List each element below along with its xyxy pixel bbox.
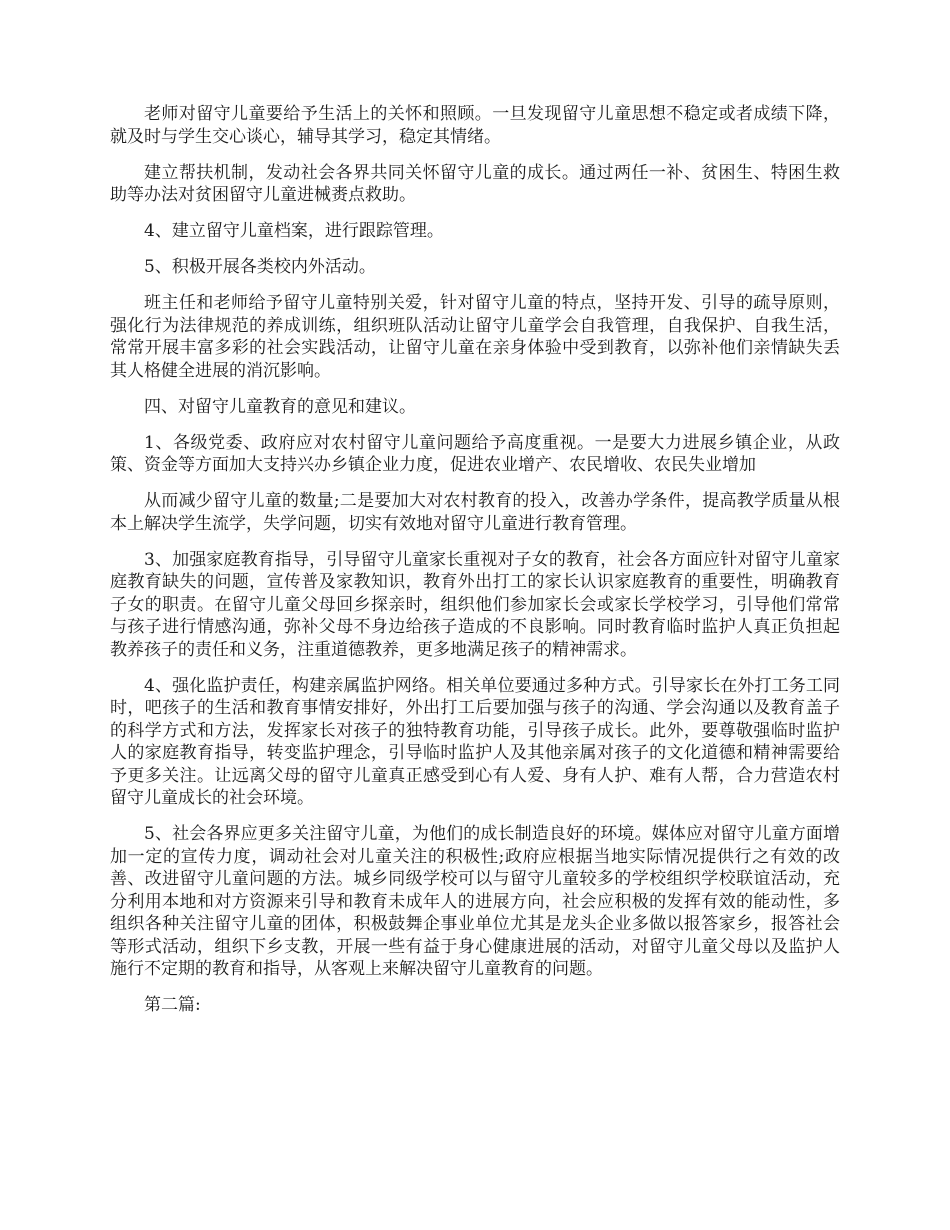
document-body [110,103,840,1030]
paragraph: 5、社会各界应更多关注留守儿童，为他们的成长制造良好的环境。媒体应对留守儿童方面增加一定的宣传力度，调动社会对儿童关注的积极性;政府应根据当地实际情况提供行之有效的改善、改进留守儿童问题的方法。城乡同级学校可以与留守儿童较多的学校组织学校联谊活动，充分利用本地和对方资源来引导和教育未成年人的进展方向，社会应积极的发挥有效的能动性，多组织各种关注留守儿童的团体，积极鼓舞企事业单位尤其是龙头企业多做以报答家乡，报答社会等形式活动，组织下乡支教，开展一些有益于身心健康进展的活动，对留守儿童父母以及监护人施行不定期的教育和指导，从客观上来解决留守儿童教育的问题。 [110,824,840,979]
section-heading: 第二篇: [144,995,201,1015]
section-heading: 四、对留守儿童教育的意见和建议。 [144,396,416,417]
paragraph: 3、加强家庭教育指导，引导留守儿童家长重视对子女的教育，社会各方面应针对留守儿童家庭教育缺失的问题，宣传普及家教知识，教育外出打工的家长认识家庭教育的重要性，明确教育子女的职责。在留守儿童父母回乡探亲时，组织他们参加家长会或家长学校学习，引导他们常常与孩子进行情感沟通，弥补父母不身边给孩子造成的不良影响。同时教育临时监护人真正负担起教养孩子的责任和义务，注重道德教养，更多地满足孩子的精神需求。 [110,549,840,660]
paragraph: 班主任和老师给予留守儿童特别关爱，针对留守儿童的特点，坚持开发、引导的疏导原则，强化行为法律规范的养成训练，组织班队活动让留守儿童学会自我管理，自我保护、自我生活，常常开展丰富多彩的社会实践活动，让留守儿童在亲身体验中受到教育，以弥补他们亲情缺失丢其人格健全进展的消沉影响。 [110,293,840,381]
paragraph: 老师对留守儿童要给予生活上的关怀和照顾。一旦发现留守儿童思想不稳定或者成绩下降，就及时与学生交心谈心，辅导其学习，稳定其情绪。 [110,104,840,147]
paragraph: 1、各级党委、政府应对农村留守儿童问题给予高度重视。一是要大力进展乡镇企业，从政策、资金等方面加大支持兴办乡镇企业力度，促进农业增产、农民增收、农民失业增加 [110,432,840,475]
paragraph: 5、积极开展各类校内外活动。 [144,257,376,277]
paragraph: 建立帮扶机制，发动社会各界共同关怀留守儿童的成长。通过两任一补、贫困生、特困生救助等办法对贫困留守儿童进械赉点救助。 [110,162,840,205]
paragraph: 4、建立留守儿童档案，进行跟踪管理。 [144,221,444,241]
paragraph: 从而减少留守儿童的数量;二是要加大对农村教育的投入，改善办学条件，提高教学质量从根本上解决学生流学，失学问题，切实有效地对留守儿童进行教育管理。 [110,491,840,534]
paragraph: 4、强化监护责任，构建亲属监护网络。相关单位要通过多种方式。引导家长在外打工务工同时，吧孩子的生活和教育事情安排好，外出打工后要加强与孩子的沟通、学会沟通以及教育盖子的科学方式和方法，发挥家长对孩子的独特教育功能，引导孩子成长。此外，要尊敬强临时监护人的家庭教育指导，转变监护理念，引导临时监护人及其他亲属对孩子的文化道德和精神需要给予更多关注。让远离父母的留守儿童真正感受到心有人爱、身有人护、难有人帮，合力营造农村留守儿童成长的社会环境。 [110,675,840,808]
